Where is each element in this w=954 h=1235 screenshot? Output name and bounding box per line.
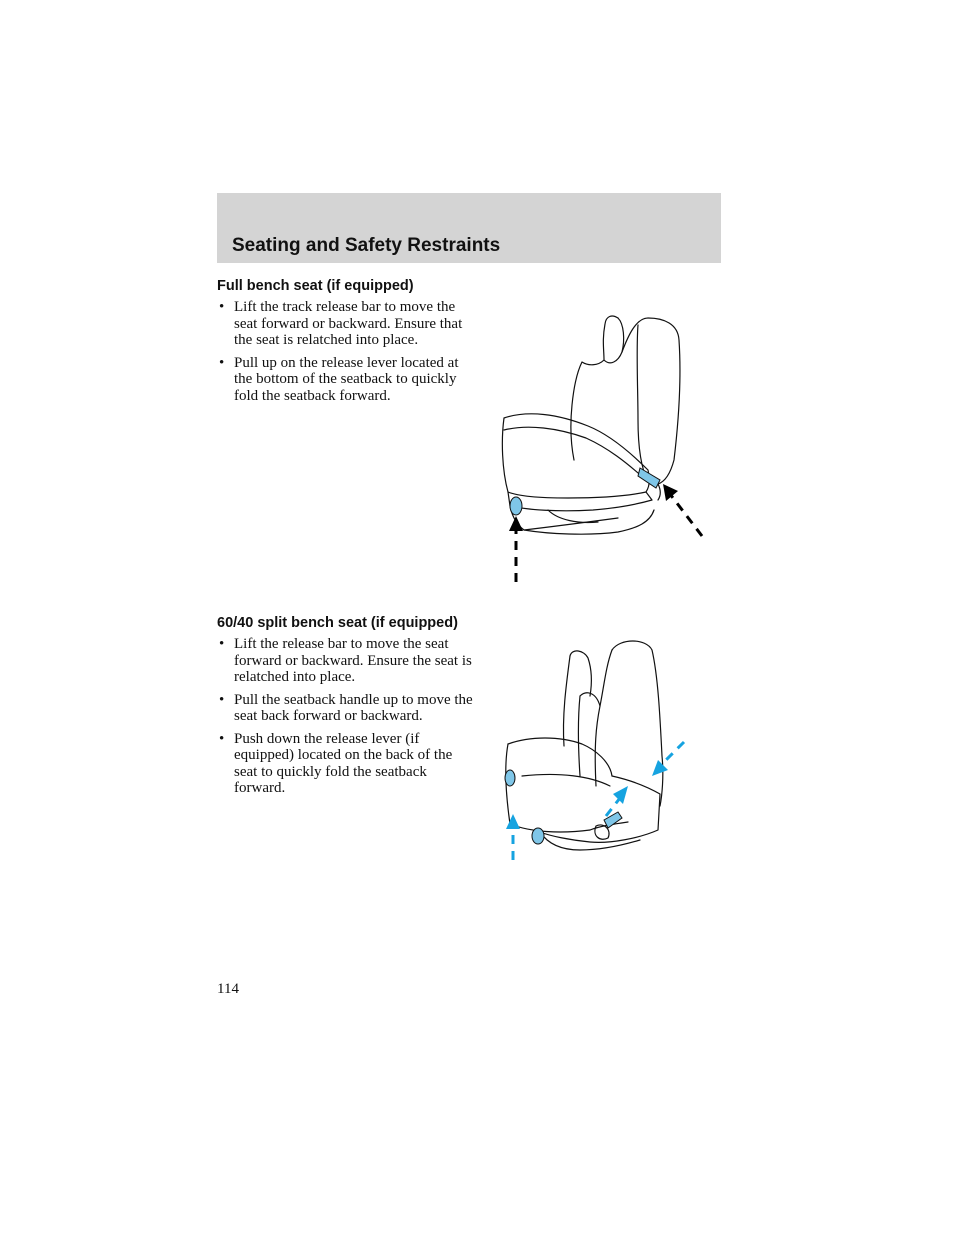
list-item [217, 355, 477, 405]
split-bench-seat-heading: 60/40 split bench seat (if equipped) [217, 615, 458, 631]
list-item [217, 731, 477, 797]
full-bench-seat-heading: Full bench seat (if equipped) [217, 278, 414, 294]
list-item-text: Lift the track release bar to move the seat forward or backward. Ensure that the seat is relatched into place. [234, 299, 463, 348]
list-item [217, 636, 477, 686]
full-bench-seat-illustration [498, 310, 710, 588]
list-item-text: Lift the release bar to move the seat forward or backward. Ensure the seat is relatched into place. [234, 636, 472, 685]
bullet-glyph: • [219, 691, 225, 708]
list-item [217, 299, 477, 349]
bullet-glyph: • [219, 354, 225, 371]
section-title: Seating and Safety Restraints [232, 235, 501, 256]
list-item-text: Push down the release lever (if equipped) located on the back of the seat to quickly fold the seatback forward. [234, 730, 453, 796]
split-bench-seat-illustration [500, 636, 690, 864]
section-header-band [217, 193, 721, 263]
full-bench-seat-section [217, 278, 477, 410]
list-item-text: Pull up on the release lever located at the bottom of the seatback to quickly fold the seatback forward. [234, 354, 459, 404]
list-item [217, 692, 477, 725]
split-bench-seat-bullets [217, 636, 477, 797]
split-bench-seat-section [217, 615, 477, 803]
full-bench-seat-bullets [217, 299, 477, 404]
page-number: 114 [217, 981, 239, 997]
bullet-glyph: • [219, 730, 225, 747]
list-item-text: Pull the seatback handle up to move the seat back forward or backward. [234, 691, 473, 724]
bullet-glyph: • [219, 299, 225, 315]
bullet-glyph: • [219, 636, 225, 652]
